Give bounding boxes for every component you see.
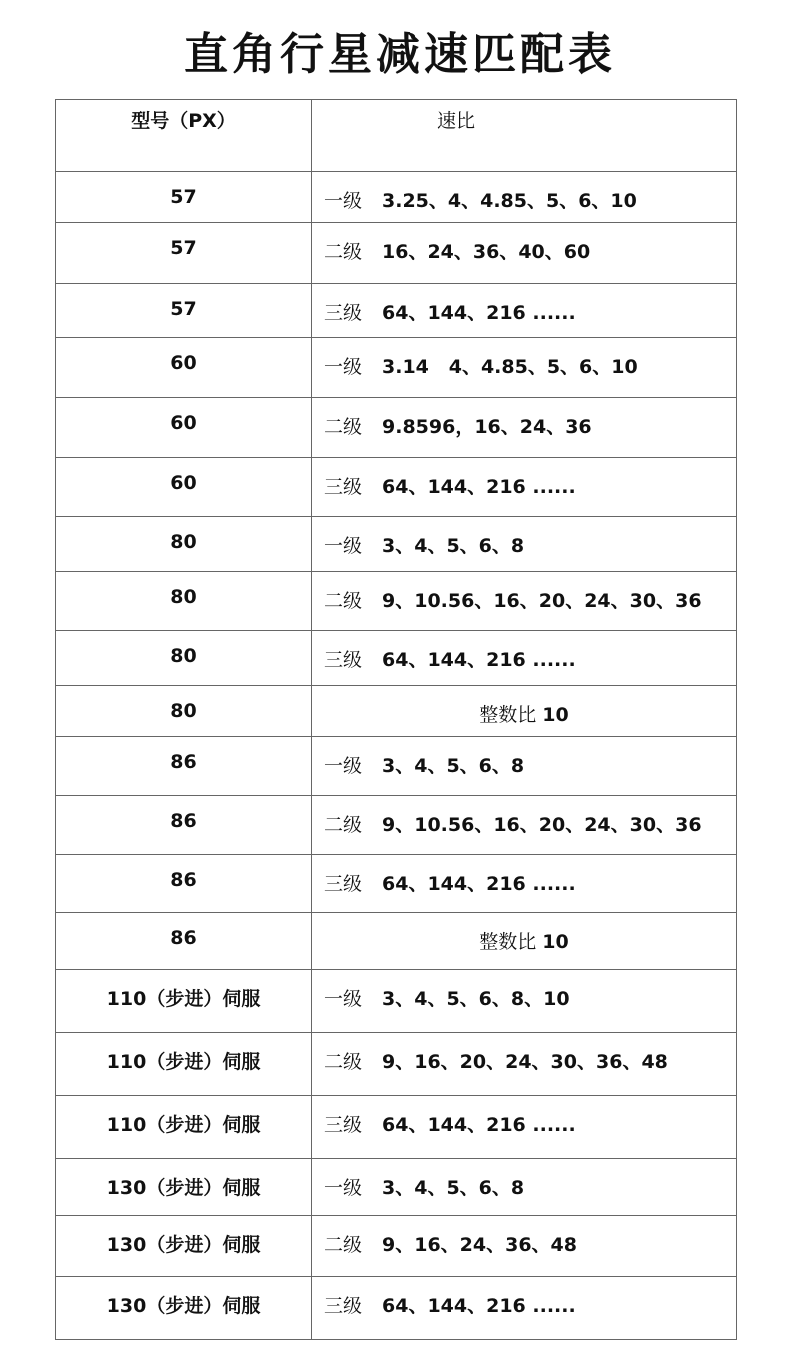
table-row <box>56 913 737 970</box>
model-value: 130（步进）伺服 <box>106 1295 261 1317</box>
ratio-values: 3、4、5、6、8 <box>382 1177 525 1199</box>
model-cell <box>56 686 312 737</box>
ratio-line <box>312 913 736 954</box>
table-row <box>56 398 737 458</box>
ratio-line <box>312 796 736 837</box>
ratio-values: 3.25、4、4.85、5、6、10 <box>382 190 637 212</box>
ratio-line <box>312 970 736 1011</box>
stage-label: 一级 <box>324 356 363 378</box>
model-value: 80 <box>170 645 197 667</box>
model-value: 57 <box>170 298 197 320</box>
ratio-line <box>312 1096 736 1137</box>
model-cell <box>56 517 312 572</box>
stage-label: 二级 <box>324 590 363 612</box>
table-row <box>56 572 737 631</box>
model-cell <box>56 458 312 517</box>
ratio-line <box>312 517 736 558</box>
model-value: 80 <box>170 586 197 608</box>
ratio-values: 3.14 4、4.85、5、6、10 <box>382 356 638 378</box>
model-cell <box>56 338 312 398</box>
ratio-line <box>312 572 736 613</box>
ratio-values: 9、16、24、36、48 <box>382 1234 577 1256</box>
model-value: 86 <box>170 927 197 949</box>
ratio-line <box>312 398 736 439</box>
table-header-row <box>56 100 737 172</box>
ratio-table <box>55 99 737 1340</box>
table-row <box>56 223 737 284</box>
stage-label: 一级 <box>324 1177 363 1199</box>
model-cell <box>56 1277 312 1340</box>
model-value: 110（步进）伺服 <box>106 1051 261 1073</box>
stage-label: 二级 <box>324 814 363 836</box>
model-cell <box>56 1096 312 1159</box>
table-row <box>56 172 737 223</box>
model-value: 86 <box>170 869 197 891</box>
ratio-values: 64、144、216 ...... <box>382 302 576 324</box>
stage-label: 三级 <box>324 649 363 671</box>
ratio-cell <box>312 913 737 970</box>
model-cell <box>56 572 312 631</box>
table-row <box>56 284 737 338</box>
stage-label: 一级 <box>324 190 363 212</box>
header-model-label: 型号（PX） <box>131 110 236 132</box>
stage-label: 三级 <box>324 476 363 498</box>
ratio-values: 3、4、5、6、8 <box>382 755 525 777</box>
ratio-line <box>312 223 736 264</box>
ratio-values: 9、10.56、16、20、24、30、36 <box>382 590 702 612</box>
ratio-cell <box>312 398 737 458</box>
model-cell <box>56 913 312 970</box>
ratio-cell <box>312 1159 737 1216</box>
ratio-cell <box>312 855 737 913</box>
ratio-line <box>312 1159 736 1200</box>
stage-label: 一级 <box>324 988 363 1010</box>
ratio-cell <box>312 970 737 1033</box>
table-row <box>56 1159 737 1216</box>
ratio-cell <box>312 796 737 855</box>
ratio-cell <box>312 631 737 686</box>
ratio-cell <box>312 1096 737 1159</box>
model-value: 80 <box>170 531 197 553</box>
ratio-values: 16、24、36、40、60 <box>382 241 591 263</box>
stage-label: 二级 <box>324 1234 363 1256</box>
ratio-values: 9、16、20、24、30、36、48 <box>382 1051 668 1073</box>
table-row <box>56 970 737 1033</box>
ratio-line <box>312 686 736 727</box>
ratio-cell <box>312 223 737 284</box>
ratio-values: 64、144、216 ...... <box>382 1295 576 1317</box>
model-value: 130（步进）伺服 <box>106 1177 261 1199</box>
ratio-values: 9.8596，16、24、36 <box>382 416 592 438</box>
ratio-values: 3、4、5、6、8、10 <box>382 988 570 1010</box>
table-row <box>56 517 737 572</box>
ratio-cell <box>312 737 737 796</box>
ratio-values: 9、10.56、16、20、24、30、36 <box>382 814 702 836</box>
model-cell <box>56 223 312 284</box>
model-value: 110（步进）伺服 <box>106 988 261 1010</box>
table-row <box>56 796 737 855</box>
table-row <box>56 631 737 686</box>
stage-label: 三级 <box>324 1295 363 1317</box>
ratio-line <box>312 338 736 379</box>
stage-label: 一级 <box>324 535 363 557</box>
ratio-cell <box>312 1277 737 1340</box>
model-cell <box>56 398 312 458</box>
ratio-values: 64、144、216 ...... <box>382 1114 576 1136</box>
model-value: 86 <box>170 751 197 773</box>
ratio-line <box>312 631 736 672</box>
ratio-cell <box>312 572 737 631</box>
ratio-values: 64、144、216 ...... <box>382 476 576 498</box>
model-value: 80 <box>170 700 197 722</box>
ratio-values: 3、4、5、6、8 <box>382 535 525 557</box>
stage-label: 三级 <box>324 873 363 895</box>
table-row <box>56 458 737 517</box>
ratio-line <box>312 1216 736 1257</box>
ratio-values: 64、144、216 ...... <box>382 649 576 671</box>
page-title: 直角行星减速匹配表 <box>184 29 616 80</box>
model-value: 130（步进）伺服 <box>106 1234 261 1256</box>
stage-label: 三级 <box>324 302 363 324</box>
table-row <box>56 338 737 398</box>
table-row <box>56 686 737 737</box>
table-row <box>56 1096 737 1159</box>
ratio-cell <box>312 1033 737 1096</box>
table-row <box>56 1033 737 1096</box>
model-value: 110（步进）伺服 <box>106 1114 261 1136</box>
model-value: 57 <box>170 186 197 208</box>
model-cell <box>56 1159 312 1216</box>
stage-label: 二级 <box>324 416 363 438</box>
ratio-cell <box>312 458 737 517</box>
ratio-values: 64、144、216 ...... <box>382 873 576 895</box>
ratio-line <box>312 1033 736 1074</box>
stage-label: 二级 <box>324 1051 363 1073</box>
ratio-cell <box>312 686 737 737</box>
ratio-line <box>312 284 736 325</box>
table-row <box>56 1216 737 1277</box>
model-cell <box>56 855 312 913</box>
table-row <box>56 855 737 913</box>
model-cell <box>56 796 312 855</box>
stage-label: 一级 <box>324 755 363 777</box>
table-row <box>56 1277 737 1340</box>
model-value: 60 <box>170 472 197 494</box>
ratio-cell <box>312 517 737 572</box>
stage-label: 整数比 <box>479 704 537 726</box>
model-value: 86 <box>170 810 197 832</box>
model-cell <box>56 970 312 1033</box>
ratio-line <box>312 855 736 896</box>
ratio-values: 10 <box>542 931 569 953</box>
model-value: 60 <box>170 352 197 374</box>
model-cell <box>56 1216 312 1277</box>
ratio-line <box>312 172 736 213</box>
model-cell <box>56 284 312 338</box>
header-model <box>56 100 312 172</box>
stage-label: 三级 <box>324 1114 363 1136</box>
stage-label: 二级 <box>324 241 363 263</box>
stage-label: 整数比 <box>479 931 537 953</box>
ratio-line <box>312 737 736 778</box>
ratio-cell <box>312 338 737 398</box>
header-ratio-label: 速比 <box>437 110 476 132</box>
ratio-line <box>312 1277 736 1318</box>
model-cell <box>56 1033 312 1096</box>
header-ratio <box>312 100 737 172</box>
model-value: 60 <box>170 412 197 434</box>
model-cell <box>56 631 312 686</box>
model-cell <box>56 172 312 223</box>
ratio-values: 10 <box>542 704 569 726</box>
ratio-line <box>312 458 736 499</box>
ratio-cell <box>312 284 737 338</box>
model-value: 57 <box>170 237 197 259</box>
ratio-cell <box>312 1216 737 1277</box>
ratio-cell <box>312 172 737 223</box>
table-row <box>56 737 737 796</box>
model-cell <box>56 737 312 796</box>
